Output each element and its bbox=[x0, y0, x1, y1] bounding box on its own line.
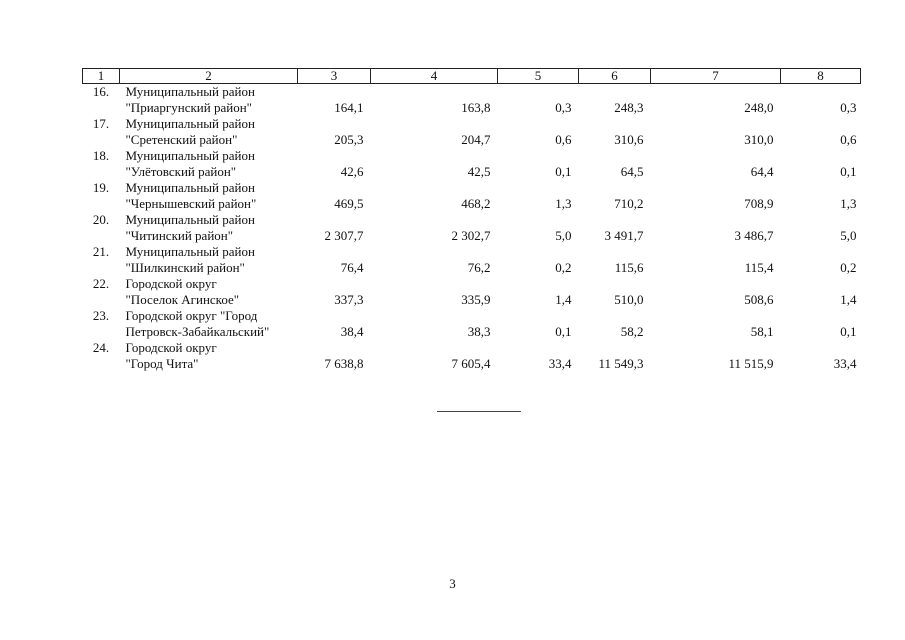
value-cell: 1,3 bbox=[555, 196, 572, 211]
table-row bbox=[83, 180, 861, 212]
table-row bbox=[83, 308, 861, 340]
value-cell: 0,1 bbox=[555, 324, 572, 339]
table-body bbox=[83, 84, 861, 373]
territory-name-line2: "Чернышевский район" bbox=[125, 196, 257, 211]
table-row bbox=[83, 340, 861, 372]
table-row bbox=[83, 212, 861, 244]
column-header: 5 bbox=[498, 69, 579, 84]
territory-name bbox=[120, 148, 298, 180]
value-cell: 0,2 bbox=[840, 260, 857, 275]
value-cell: 248,0 bbox=[744, 100, 774, 115]
value-cell: 7 605,4 bbox=[451, 356, 491, 371]
value-cell: 76,4 bbox=[340, 260, 364, 275]
row-number: 18. bbox=[92, 148, 110, 163]
value-cell: 58,1 bbox=[750, 324, 774, 339]
territory-name bbox=[120, 84, 298, 117]
data-table bbox=[82, 68, 861, 372]
table-row bbox=[83, 148, 861, 180]
row-number: 19. bbox=[92, 180, 110, 195]
separator-line bbox=[437, 411, 521, 412]
value-cell: 510,0 bbox=[614, 292, 644, 307]
value-cell: 468,2 bbox=[461, 196, 491, 211]
territory-name bbox=[120, 308, 298, 340]
territory-name-line1: Муниципальный район bbox=[125, 148, 255, 163]
territory-name-line2: "Читинский район" bbox=[125, 228, 234, 243]
value-cell: 0,1 bbox=[555, 164, 572, 179]
value-cell: 335,9 bbox=[461, 292, 491, 307]
value-cell: 38,3 bbox=[467, 324, 491, 339]
value-cell: 469,5 bbox=[334, 196, 364, 211]
value-cell: 2 307,7 bbox=[324, 228, 364, 243]
value-cell: 710,2 bbox=[614, 196, 644, 211]
table-header-row bbox=[83, 69, 861, 84]
territory-name-line2: "Город Чита" bbox=[125, 356, 199, 371]
value-cell: 76,2 bbox=[467, 260, 491, 275]
value-cell: 310,0 bbox=[744, 132, 774, 147]
row-number: 16. bbox=[92, 84, 110, 99]
value-cell: 38,4 bbox=[340, 324, 364, 339]
territory-name-line1: Городской округ bbox=[125, 276, 217, 291]
value-cell: 64,5 bbox=[620, 164, 644, 179]
value-cell: 115,6 bbox=[614, 260, 644, 275]
territory-name bbox=[120, 340, 298, 372]
territory-name-line2: Петровск-Забайкальский" bbox=[125, 324, 270, 339]
value-cell: 708,9 bbox=[744, 196, 774, 211]
territory-name-line2: "Сретенский район" bbox=[125, 132, 238, 147]
value-cell: 163,8 bbox=[461, 100, 491, 115]
value-cell: 115,4 bbox=[744, 260, 774, 275]
value-cell: 310,6 bbox=[614, 132, 644, 147]
value-cell: 248,3 bbox=[614, 100, 644, 115]
column-header: 8 bbox=[781, 69, 861, 84]
value-cell: 337,3 bbox=[334, 292, 364, 307]
territory-name-line2: "Шилкинский район" bbox=[125, 260, 245, 275]
value-cell: 204,7 bbox=[461, 132, 491, 147]
territory-name-line1: Муниципальный район bbox=[125, 116, 255, 131]
value-cell: 2 302,7 bbox=[451, 228, 491, 243]
value-cell: 11 549,3 bbox=[598, 356, 644, 371]
value-cell: 0,1 bbox=[840, 324, 857, 339]
territory-name-line1: Городской округ "Город bbox=[125, 308, 258, 323]
column-header: 2 bbox=[120, 69, 298, 84]
table-row bbox=[83, 244, 861, 276]
value-cell: 5,0 bbox=[840, 228, 857, 243]
table-row bbox=[83, 116, 861, 148]
value-cell: 0,3 bbox=[555, 100, 572, 115]
value-cell: 5,0 bbox=[555, 228, 572, 243]
column-header: 4 bbox=[371, 69, 498, 84]
territory-name bbox=[120, 244, 298, 276]
value-cell: 0,6 bbox=[840, 132, 857, 147]
value-cell: 64,4 bbox=[750, 164, 774, 179]
column-header: 7 bbox=[651, 69, 781, 84]
value-cell: 42,6 bbox=[340, 164, 364, 179]
value-cell: 7 638,8 bbox=[324, 356, 364, 371]
value-cell: 1,3 bbox=[840, 196, 857, 211]
table-row bbox=[83, 276, 861, 308]
territory-name bbox=[120, 180, 298, 212]
row-number: 17. bbox=[92, 116, 110, 131]
value-cell: 164,1 bbox=[334, 100, 364, 115]
value-cell: 3 486,7 bbox=[734, 228, 774, 243]
row-number: 20. bbox=[92, 212, 110, 227]
territory-name-line2: "Приаргунский район" bbox=[125, 100, 252, 115]
value-cell: 1,4 bbox=[555, 292, 572, 307]
column-header: 3 bbox=[298, 69, 371, 84]
value-cell: 3 491,7 bbox=[604, 228, 644, 243]
value-cell: 0,2 bbox=[555, 260, 572, 275]
row-number: 24. bbox=[92, 340, 110, 355]
territory-name-line1: Муниципальный район bbox=[125, 212, 255, 227]
territory-name bbox=[120, 276, 298, 308]
row-number: 21. bbox=[92, 244, 110, 259]
table-row bbox=[83, 84, 861, 117]
column-header: 6 bbox=[579, 69, 651, 84]
value-cell: 11 515,9 bbox=[728, 356, 774, 371]
value-cell: 33,4 bbox=[548, 356, 572, 371]
territory-name-line2: "Улётовский район" bbox=[125, 164, 237, 179]
value-cell: 58,2 bbox=[620, 324, 644, 339]
row-number: 22. bbox=[92, 276, 110, 291]
value-cell: 1,4 bbox=[840, 292, 857, 307]
row-number: 23. bbox=[92, 308, 110, 323]
territory-name-line1: Муниципальный район bbox=[125, 180, 255, 195]
value-cell: 42,5 bbox=[467, 164, 491, 179]
value-cell: 0,3 bbox=[840, 100, 857, 115]
value-cell: 0,1 bbox=[840, 164, 857, 179]
value-cell: 508,6 bbox=[744, 292, 774, 307]
territory-name-line1: Городской округ bbox=[125, 340, 217, 355]
territory-name-line2: "Поселок Агинское" bbox=[125, 292, 240, 307]
territory-name bbox=[120, 212, 298, 244]
value-cell: 205,3 bbox=[334, 132, 364, 147]
value-cell: 33,4 bbox=[833, 356, 857, 371]
territory-name-line1: Муниципальный район bbox=[125, 244, 255, 259]
column-header: 1 bbox=[83, 69, 120, 84]
territory-name bbox=[120, 116, 298, 148]
value-cell: 0,6 bbox=[555, 132, 572, 147]
page-number: 3 bbox=[449, 576, 456, 591]
territory-name-line1: Муниципальный район bbox=[125, 84, 255, 99]
